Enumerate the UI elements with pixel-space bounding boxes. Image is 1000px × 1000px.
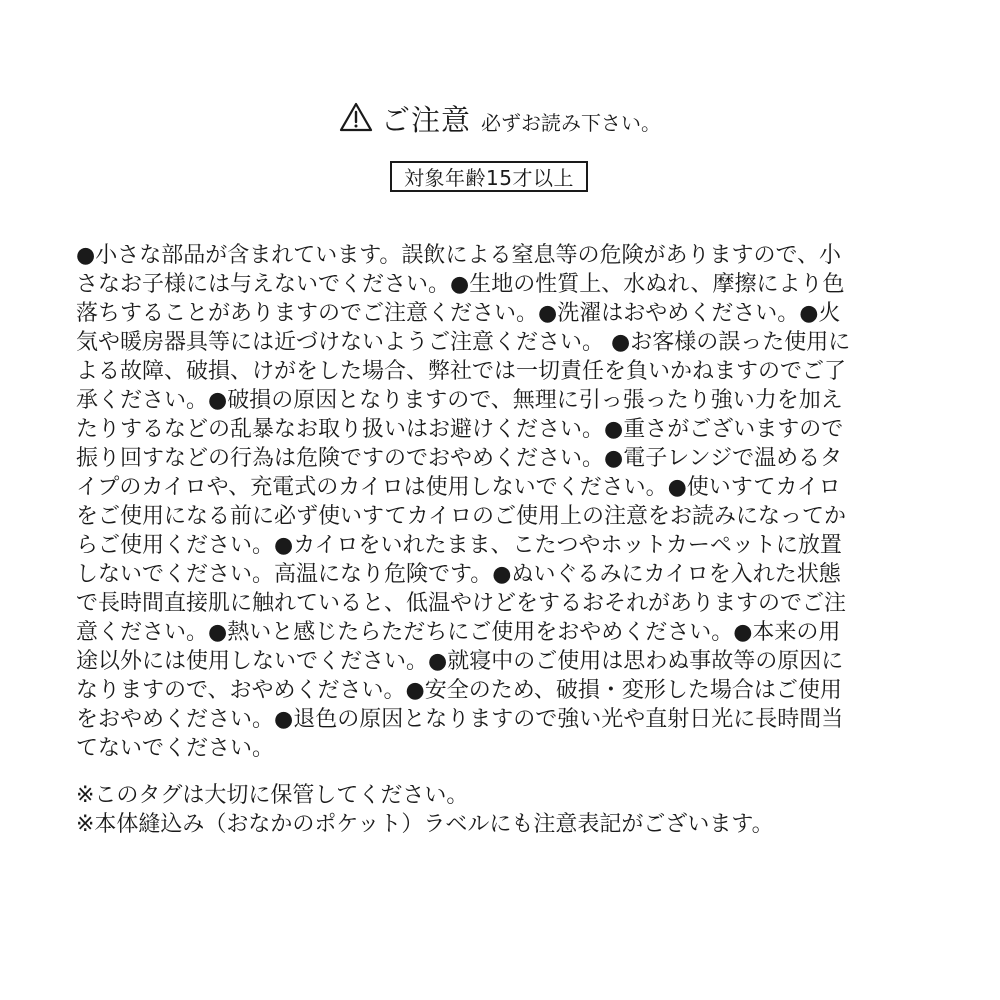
body-line: なりますので、おやめください。●安全のため、破損・変形した場合はご使用 bbox=[76, 678, 842, 703]
age-notice-text: 対象年齢15才以上 bbox=[404, 166, 574, 190]
body-line: てないでください。 bbox=[76, 736, 275, 761]
body-line: ●小さな部品が含まれています。誤飲による窒息等の危険がありますので、小 bbox=[76, 243, 841, 268]
body-line: さなお子様には与えないでください。●生地の性質上、水ぬれ、摩擦により色 bbox=[76, 272, 845, 297]
warning-title: ご注意 bbox=[380, 103, 471, 137]
body-line: 落ちすることがありますのでご注意ください。●洗濯はおやめください。●火 bbox=[76, 301, 841, 326]
age-notice-box bbox=[390, 161, 588, 192]
body-line: をおやめください。●退色の原因となりますので強い光や直射日光に長時間当 bbox=[76, 707, 844, 732]
caution-body bbox=[76, 241, 926, 763]
warning-subtitle: 必ずお読み下さい。 bbox=[481, 111, 661, 135]
body-line: たりするなどの乱暴なお取り扱いはお避けください。●重さがございますので bbox=[76, 417, 844, 442]
body-line: イプのカイロや、充電式のカイロは使用しないでください。●使いすてカイロ bbox=[76, 475, 841, 500]
body-line: 承ください。●破損の原因となりますので、無理に引っ張ったり強い力を加え bbox=[76, 388, 843, 413]
note-keep-tag: ※このタグは大切に保管してください。 bbox=[76, 783, 469, 808]
warning-triangle-icon bbox=[339, 102, 373, 132]
body-line: をご使用になる前に必ず使いすてカイロのご使用上の注意をお読みになってか bbox=[76, 504, 847, 529]
body-line: らご使用ください。●カイロをいれたまま、こたつやホットカーペットに放置 bbox=[76, 533, 842, 558]
body-line: しないでください。高温になり危険です。●ぬいぐるみにカイロを入れた状態 bbox=[76, 562, 841, 587]
body-line: 意ください。●熱いと感じたらただちにご使用をおやめください。●本来の用 bbox=[76, 620, 841, 645]
warning-header bbox=[0, 98, 1000, 139]
notes-section bbox=[76, 781, 926, 839]
note-sewn-label: ※本体縫込み（おなかのポケット）ラベルにも注意表記がございます。 bbox=[76, 812, 774, 837]
body-line: 気や暖房器具等には近づけないようご注意ください。 ●お客様の誤った使用に bbox=[76, 330, 851, 355]
body-line: で長時間直接肌に触れていると、低温やけどをするおそれがありますのでご注 bbox=[76, 591, 847, 616]
body-line: 途以外には使用しないでください。●就寝中のご使用は思わぬ事故等の原因に bbox=[76, 649, 844, 674]
body-line: よる故障、破損、けがをした場合、弊社では一切責任を負いかねますのでご了 bbox=[76, 359, 847, 384]
body-line: 振り回すなどの行為は危険ですのでおやめください。●電子レンジで温めるタ bbox=[76, 446, 843, 471]
